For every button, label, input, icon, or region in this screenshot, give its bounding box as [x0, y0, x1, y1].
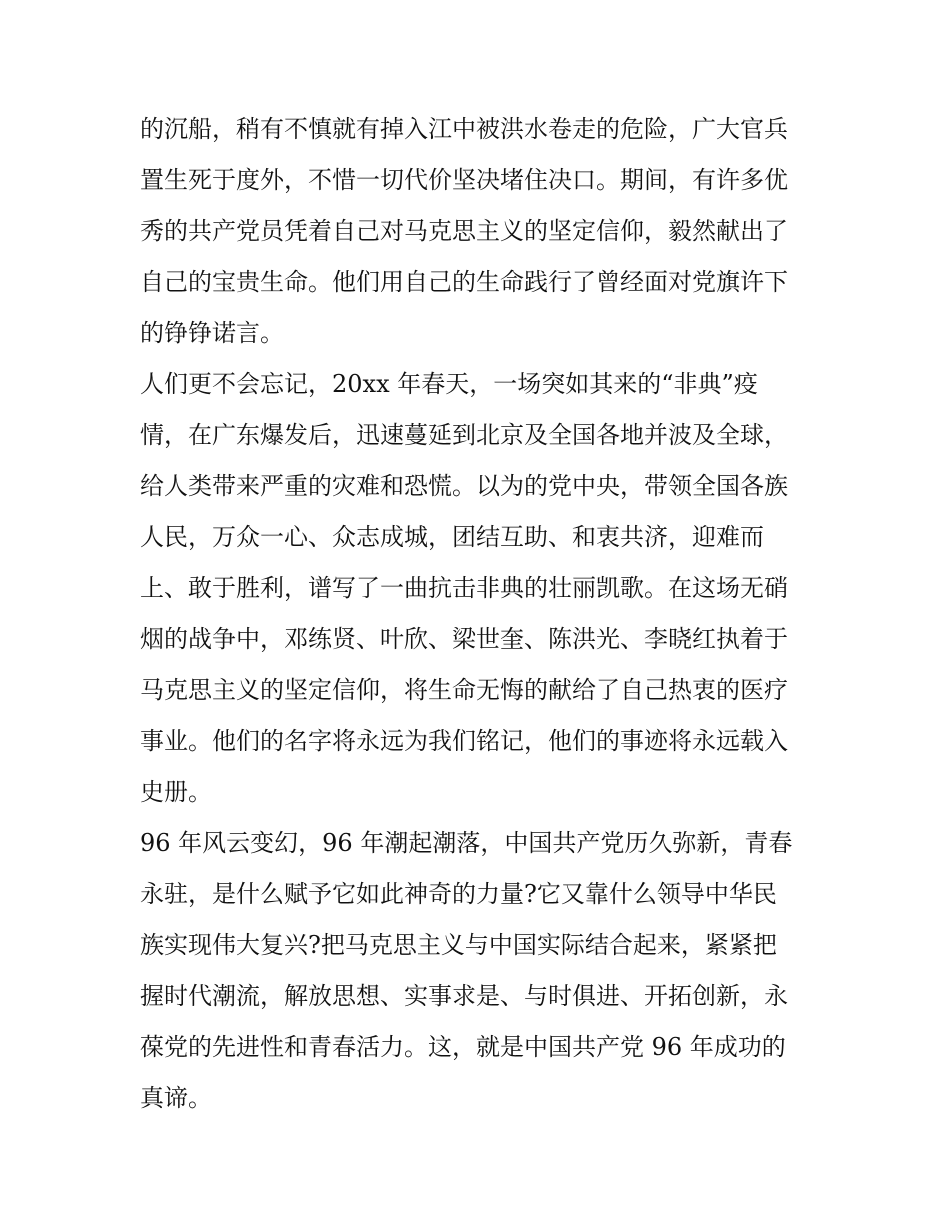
text-line: 自己的宝贵生命。他们用自己的生命践行了曾经面对党旗许下: [140, 268, 788, 296]
text-line: 真谛。: [140, 1084, 212, 1112]
text-line: 握时代潮流，解放思想、实事求是、与时俱进、开拓创新，永: [140, 982, 788, 1010]
text-line: 上、敢于胜利，谱写了一曲抗击非典的壮丽凯歌。在这场无硝: [140, 574, 788, 602]
text-line: 96 年风云变幻，96 年潮起潮落，中国共产党历久弥新，青春: [140, 829, 793, 857]
text-line: 事业。他们的名字将永远为我们铭记，他们的事迹将永远载入: [140, 727, 788, 755]
text-line: 烟的战争中，邓练贤、叶欣、梁世奎、陈洪光、李晓红执着于: [140, 625, 788, 653]
text-line: 葆党的先进性和青春活力。这，就是中国共产党 96 年成功的: [140, 1033, 786, 1061]
body-text: [140, 104, 820, 1124]
text-line: 置生死于度外，不惜一切代价坚决堵住决口。期间，有许多优: [140, 166, 788, 194]
text-line: 永驻，是什么赋予它如此神奇的力量?它又靠什么领导中华民: [140, 880, 777, 908]
text-line: 族实现伟大复兴?把马克思主义与中国实际结合起来，紧紧把: [140, 931, 777, 959]
text-line: 史册。: [140, 778, 212, 806]
text-line: 给人类带来严重的灾难和恐慌。以为的党中央，带领全国各族: [140, 472, 788, 500]
text-line: 人们更不会忘记，20xx 年春天，一场突如其来的“非典”疫: [140, 370, 758, 398]
text-line: 人民，万众一心、众志成城，团结互助、和衷共济，迎难而: [140, 523, 764, 551]
text-line: 的沉船，稍有不慎就有掉入江中被洪水卷走的危险，广大官兵: [140, 115, 788, 143]
text-line: 情，在广东爆发后，迅速蔓延到北京及全国各地并波及全球，: [140, 421, 788, 449]
text-line: 的铮铮诺言。: [140, 319, 284, 347]
text-line: 秀的共产党员凭着自己对马克思主义的坚定信仰，毅然献出了: [140, 217, 788, 245]
text-line: 马克思主义的坚定信仰，将生命无悔的献给了自己热衷的医疗: [140, 676, 788, 704]
